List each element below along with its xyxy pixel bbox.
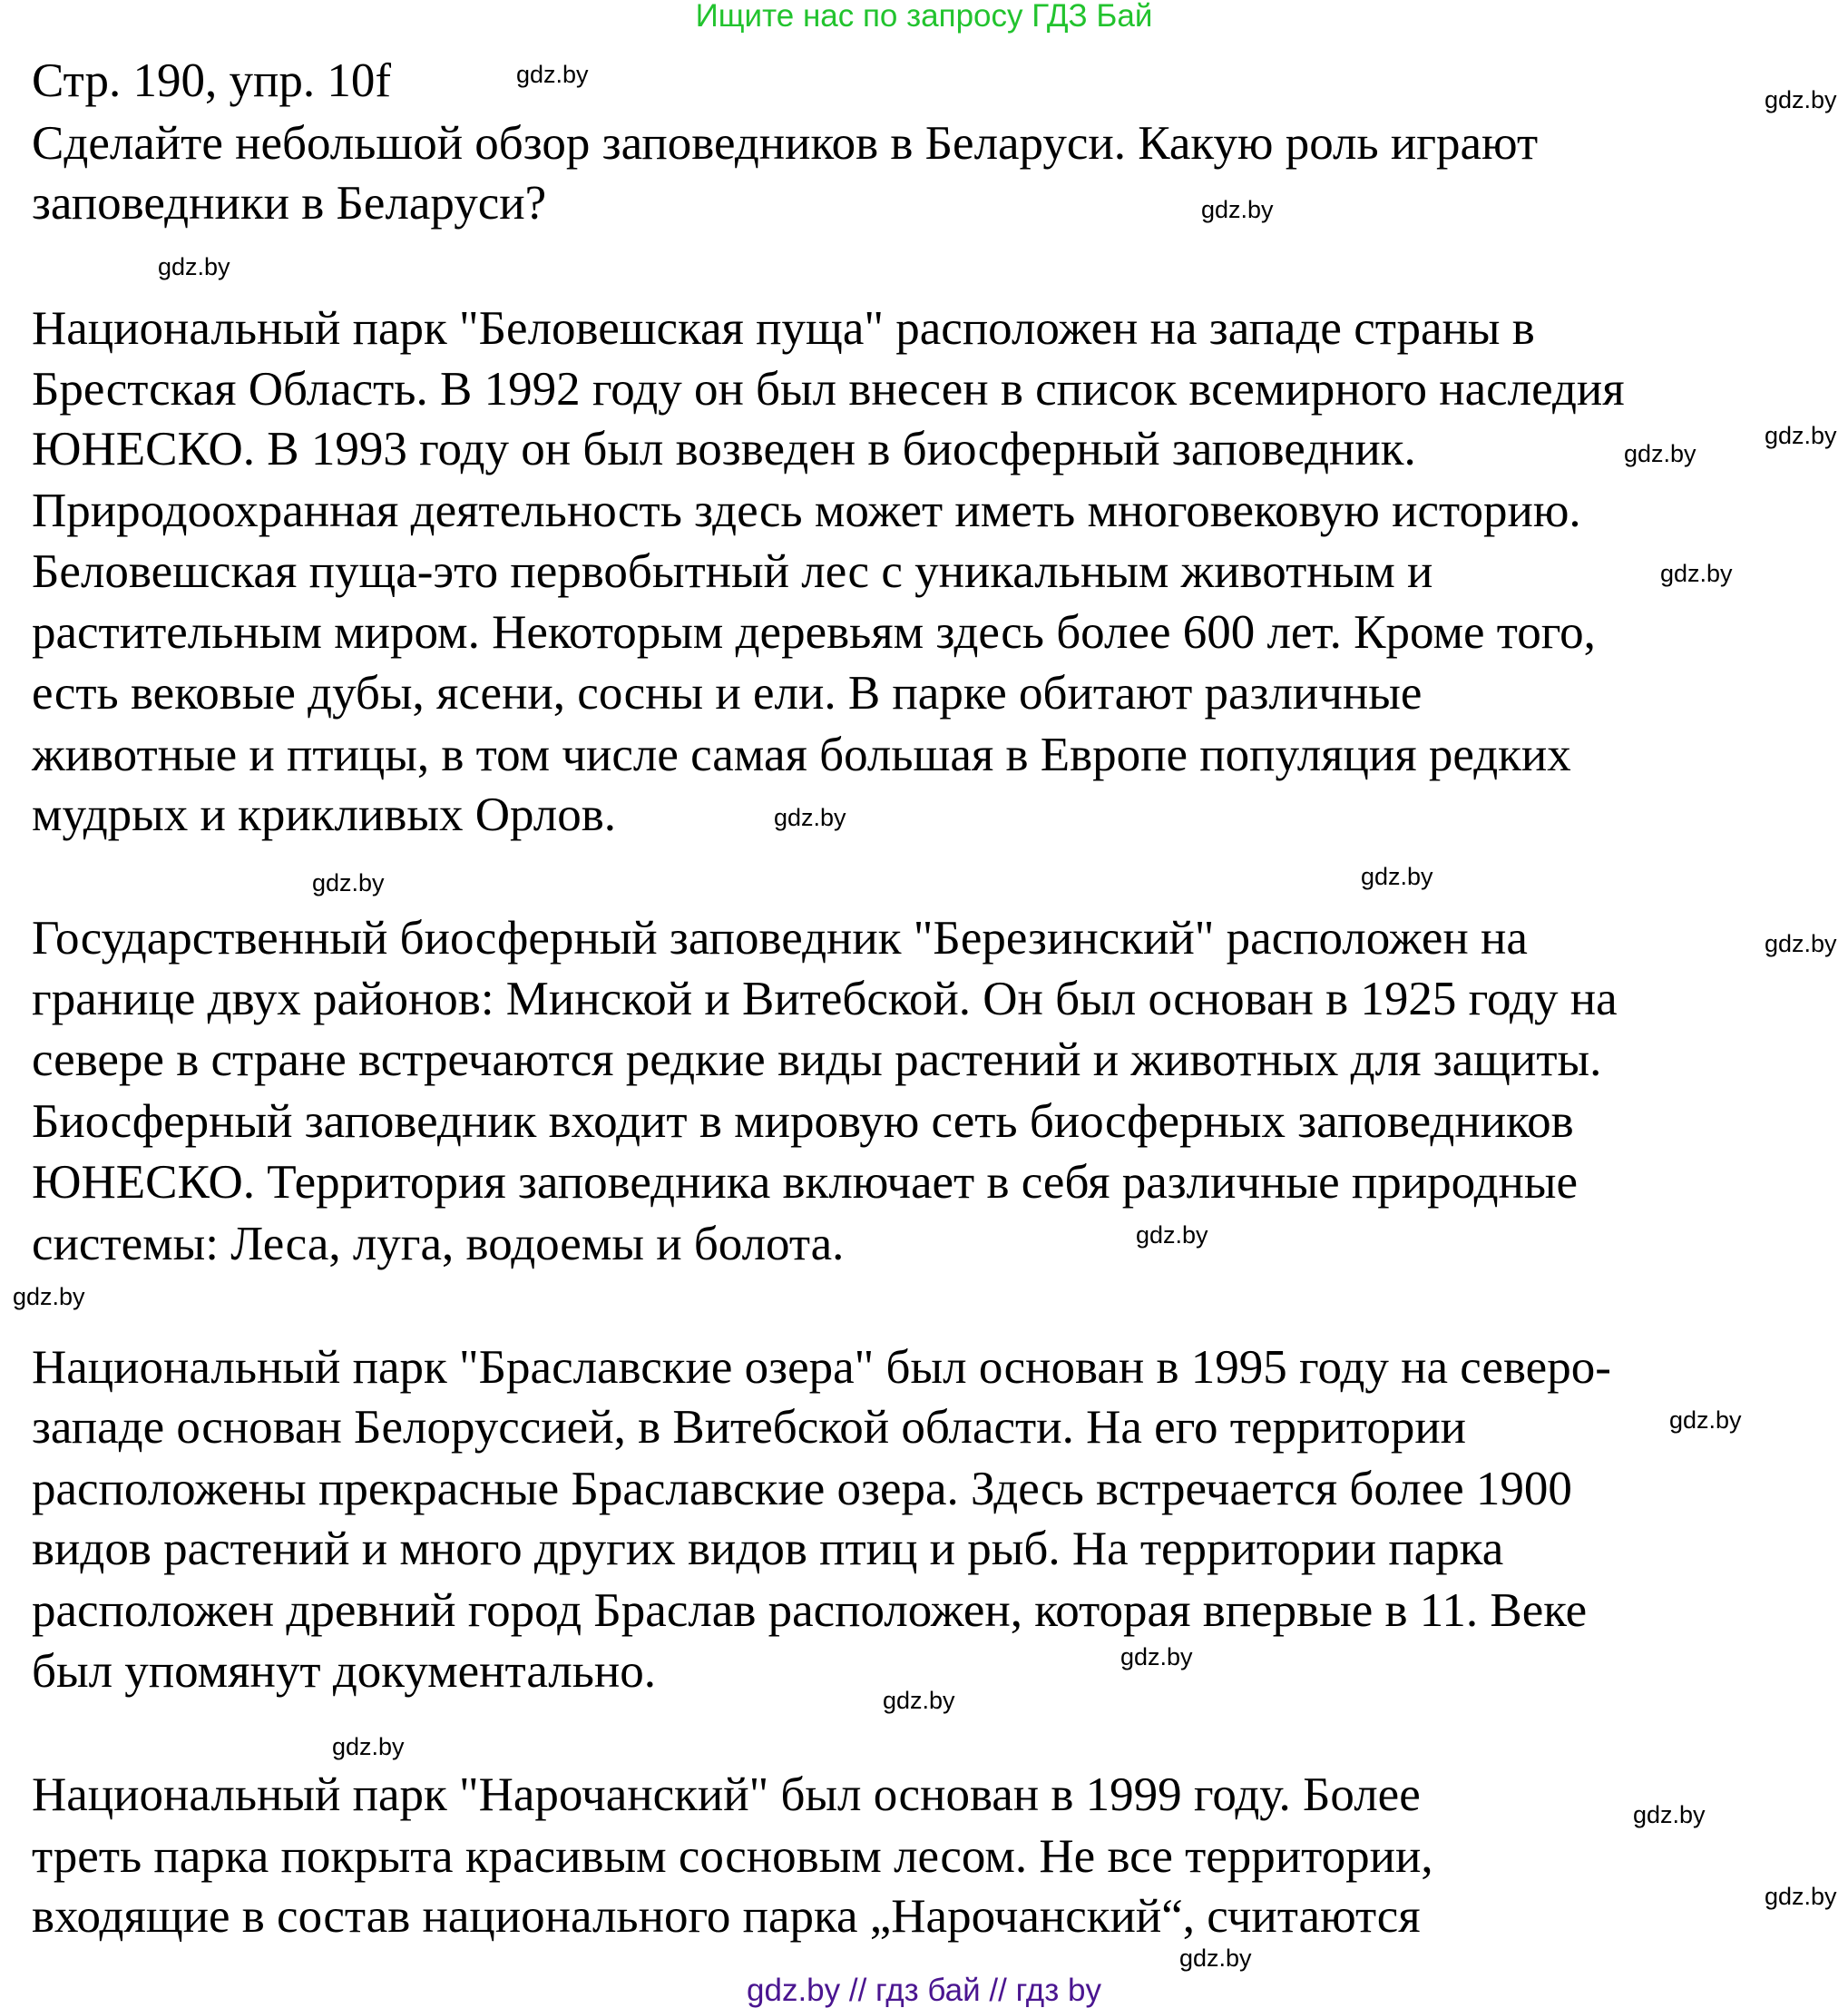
paragraph-3-line: западе основан Белоруссией, в Витебской области. На его территории [32, 1401, 1467, 1454]
paragraph-1-line: ЮНЕСКО. В 1993 году он был возведен в биосферный заповедник. [32, 423, 1416, 475]
watermark: gdz.by [1201, 196, 1274, 223]
watermark: gdz.by [1765, 1883, 1837, 1910]
watermark: gdz.by [13, 1283, 85, 1310]
watermark: gdz.by [1660, 560, 1733, 587]
paragraph-2-line: ЮНЕСКО. Территория заповедника включает в себя различные природные [32, 1156, 1579, 1209]
paragraph-2-line: Государственный биосферный заповедник "Березинский" расположен на [32, 912, 1528, 965]
paragraph-3-line: расположен древний город Браслав расположен, которая впервые в 11. Веке [32, 1584, 1588, 1637]
watermark: gdz.by [516, 61, 589, 88]
watermark: gdz.by [1765, 422, 1837, 449]
exercise-title: Стр. 190, упр. 10f [32, 54, 391, 107]
watermark: gdz.by [1633, 1801, 1706, 1828]
paragraph-1-line: Брестская Область. В 1992 году он был внесен в список всемирного наследия [32, 363, 1625, 416]
paragraph-1-line: мудрых и крикливых Орлов. [32, 789, 616, 841]
watermark: gdz.by [1361, 863, 1433, 890]
watermark: gdz.by [1179, 1944, 1252, 1972]
paragraph-2-line: системы: Леса, луга, водоемы и болота. [32, 1218, 845, 1270]
paragraph-1-line: животные и птицы, в том числе самая большая в Европе популяция редких [32, 729, 1571, 781]
paragraph-4-line: треть парка покрыта красивым сосновым лесом. Не все территории, [32, 1830, 1433, 1883]
paragraph-4-line: Национальный парк "Нарочанский" был основан в 1999 году. Более [32, 1768, 1421, 1821]
watermark: gdz.by [1624, 440, 1696, 467]
watermark: gdz.by [883, 1687, 955, 1714]
watermark: gdz.by [332, 1733, 405, 1760]
search-hint-header: Ищите нас по запросу ГДЗ Бай [695, 0, 1153, 34]
watermark: gdz.by [1669, 1406, 1742, 1434]
watermark: gdz.by [1136, 1221, 1208, 1249]
paragraph-3-line: видов растений и много других видов птиц и рыб. На территории парка [32, 1523, 1504, 1575]
watermark: gdz.by [774, 804, 846, 831]
question-line: заповедники в Беларуси? [32, 177, 547, 230]
paragraph-1-line: растительным миром. Некоторым деревьям здесь более 600 лет. Кроме того, [32, 606, 1596, 659]
paragraph-1-line: Национальный парк "Беловешская пуща" расположен на западе страны в [32, 302, 1535, 355]
paragraph-2-line: границе двух районов: Минской и Витебской. Он был основан в 1925 году на [32, 973, 1618, 1025]
watermark: gdz.by [1120, 1643, 1193, 1670]
paragraph-3-line: Национальный парк "Браславские озера" был основан в 1995 году на северо- [32, 1341, 1611, 1394]
watermark: gdz.by [158, 253, 230, 280]
watermark: gdz.by [1765, 86, 1837, 113]
paragraph-2-line: севере в стране встречаются редкие виды растений и животных для защиты. [32, 1033, 1602, 1086]
paragraph-1-line: Беловешская пуща-это первобытный лес с уникальным животным и [32, 545, 1433, 598]
paragraph-3-line: был упомянут документально. [32, 1645, 657, 1698]
paragraph-2-line: Биосферный заповедник входит в мировую сеть биосферных заповедников [32, 1095, 1574, 1148]
paragraph-4-line: входящие в состав национального парка „Нарочанский“, считаются [32, 1890, 1421, 1943]
paragraph-1-line: есть вековые дубы, ясени, сосны и ели. В парке обитают различные [32, 667, 1423, 720]
question-line: Сделайте небольшой обзор заповедников в Беларуси. Какую роль играют [32, 117, 1539, 170]
site-footer: gdz.by // гдз бай // гдз by [747, 1973, 1101, 2008]
paragraph-3-line: расположены прекрасные Браславские озера. Здесь встречается более 1900 [32, 1463, 1572, 1515]
paragraph-1-line: Природоохранная деятельность здесь может иметь многовековую историю. [32, 485, 1581, 537]
watermark: gdz.by [312, 869, 385, 896]
watermark: gdz.by [1765, 930, 1837, 957]
